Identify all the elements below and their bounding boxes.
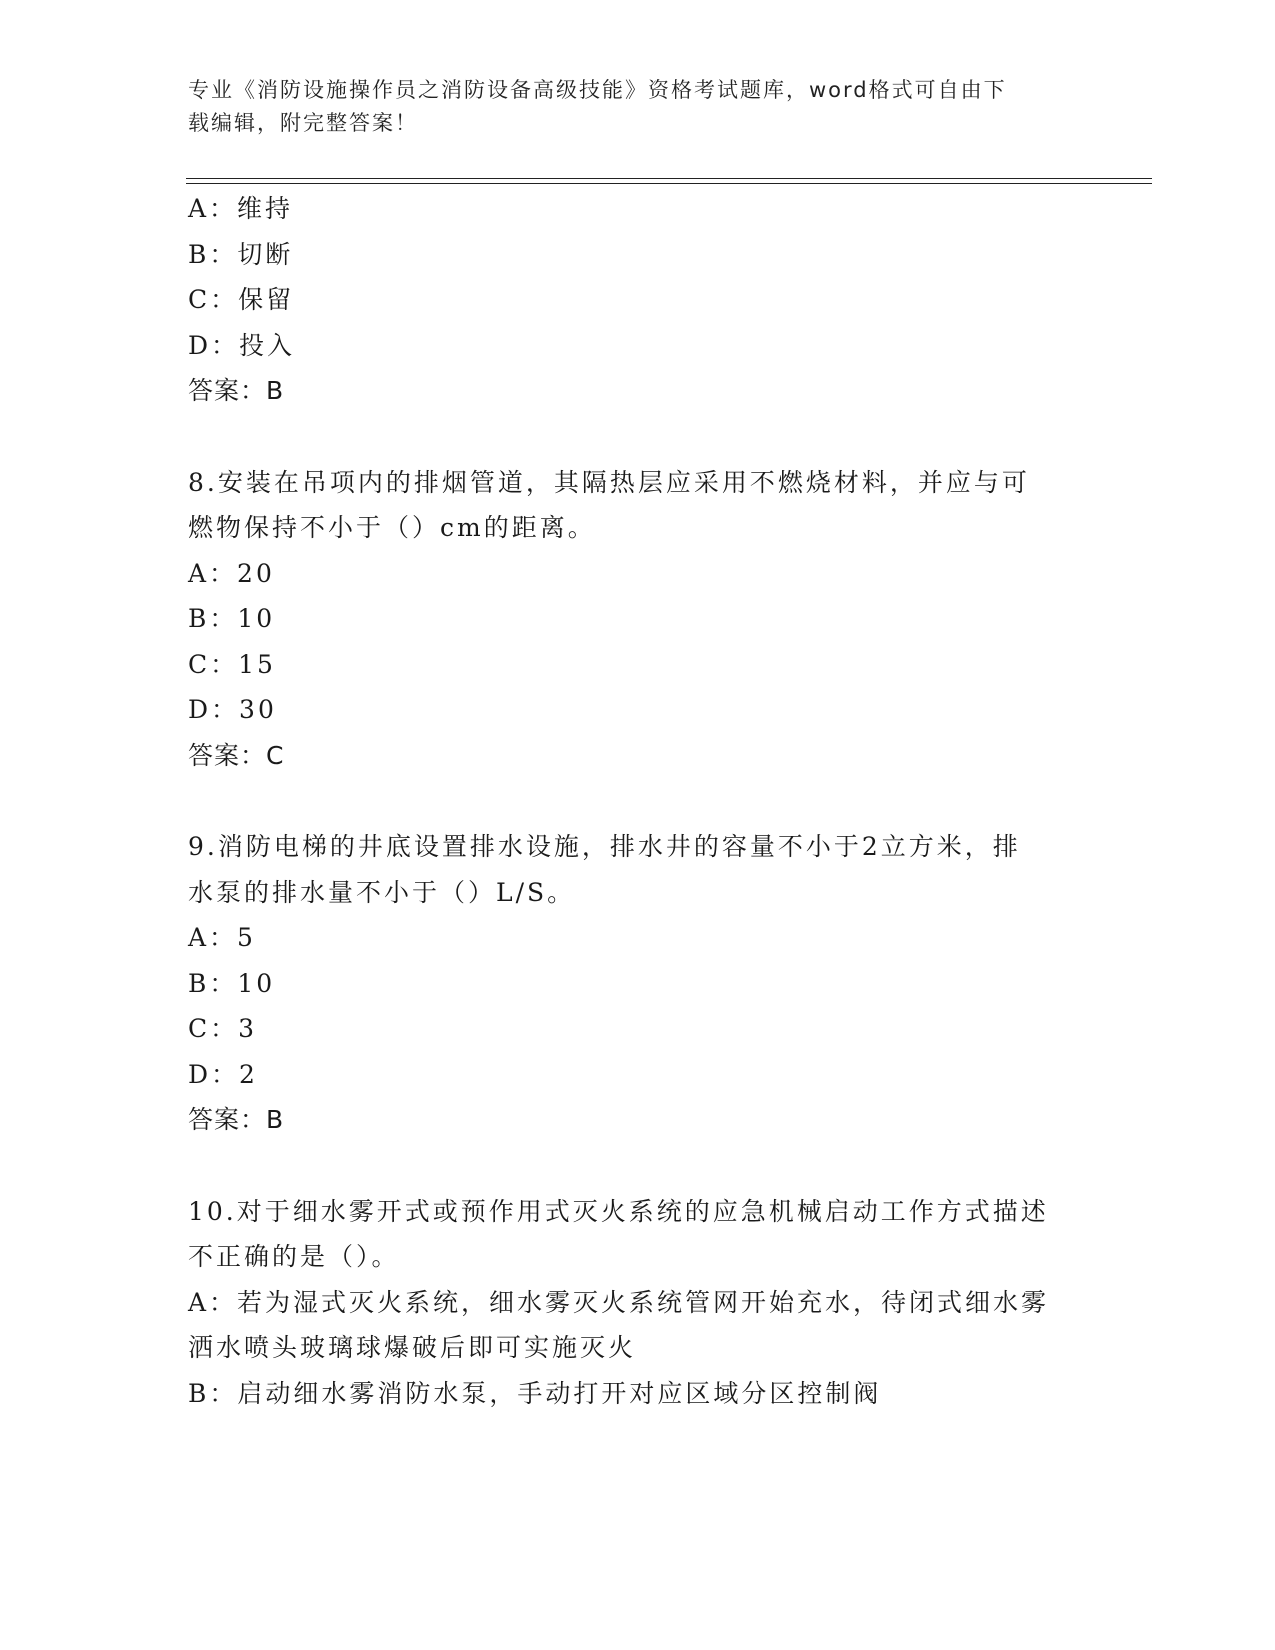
option-c: C：15 — [188, 649, 276, 679]
page-header — [188, 74, 1068, 140]
header-divider-bottom — [186, 183, 1152, 184]
header-line-1: 专业《消防设施操作员之消防设备高级技能》资格考试题库，word格式可自由下 — [188, 78, 1007, 102]
question-7 — [188, 186, 1088, 414]
question-9 — [188, 824, 1088, 1143]
option-a: A：20 — [188, 558, 275, 588]
question-text-line-1: 10.对于细水雾开式或预作用式灭火系统的应急机械启动工作方式描述 — [188, 1196, 1049, 1226]
option-b: B：10 — [188, 968, 276, 998]
question-10 — [188, 1189, 1088, 1417]
answer-label: 答案：B — [188, 376, 285, 405]
option-b: B：切断 — [188, 239, 294, 269]
option-c: C：保留 — [188, 285, 295, 314]
question-text-line-2: 不正确的是（）。 — [188, 1242, 400, 1271]
question-text-line-1: 8.安装在吊项内的排烟管道，其隔热层应采用不燃烧材料，并应与可 — [188, 467, 1030, 497]
option-d: D：2 — [188, 1059, 258, 1089]
answer-label: 答案：C — [188, 740, 285, 770]
question-text-line-2: 燃物保持不小于（）cm的距离。 — [188, 513, 596, 542]
spacer — [188, 414, 1088, 460]
option-a-line-1: A：若为湿式灭火系统，细水雾灭火系统管网开始充水，待闭式细水雾 — [188, 1287, 1050, 1317]
question-text-line-2: 水泵的排水量不小于（）L/S。 — [188, 877, 576, 907]
option-b: B：10 — [188, 604, 276, 633]
option-a: A：5 — [188, 923, 256, 952]
option-d: D：30 — [188, 695, 277, 724]
question-8 — [188, 460, 1088, 779]
spacer — [188, 1143, 1088, 1189]
header-divider-top — [186, 178, 1152, 179]
option-b: B：启动细水雾消防水泵，手动打开对应区域分区控制阀 — [188, 1378, 882, 1408]
header-line-2: 载编辑，附完整答案！ — [188, 111, 418, 135]
option-a-line-2: 洒水喷头玻璃球爆破后即可实施灭火 — [188, 1333, 637, 1362]
option-a: A：维持 — [188, 194, 294, 223]
option-c: C：3 — [188, 1014, 258, 1043]
spacer — [188, 778, 1088, 824]
question-list — [188, 186, 1088, 1416]
option-d: D：投入 — [188, 330, 296, 360]
answer-label: 答案：B — [188, 1105, 285, 1134]
question-text-line-1: 9.消防电梯的井底设置排水设施，排水井的容量不小于2立方米，排 — [188, 832, 1021, 861]
